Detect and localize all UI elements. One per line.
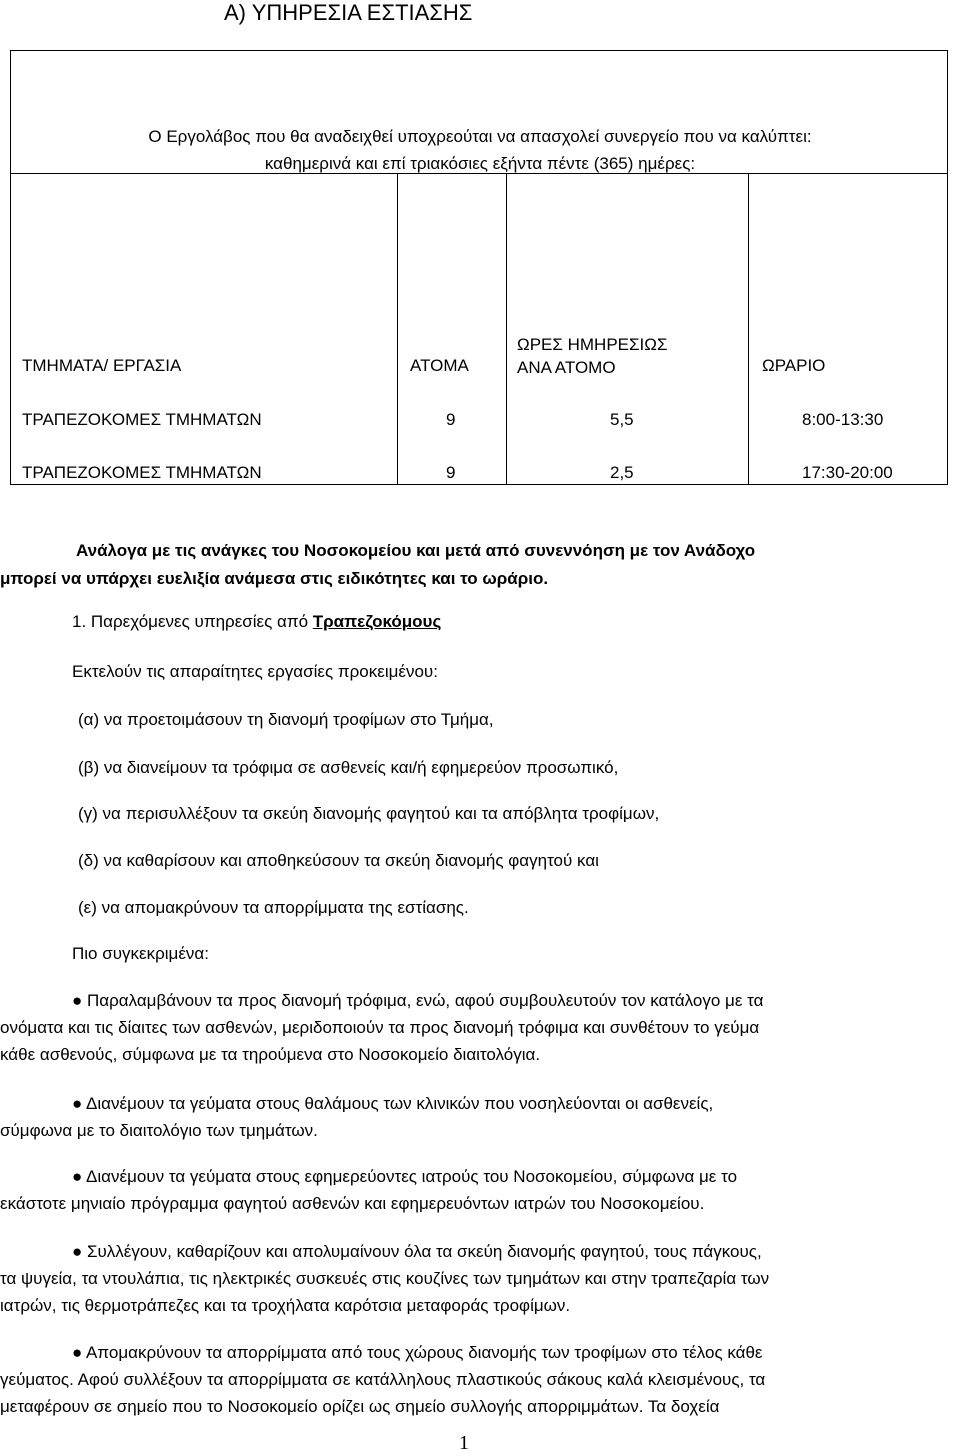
bullet-3-line-1: ● Διανέμουν τα γεύματα στους εφημερεύοντες ιατρούς του Νοσοκομείου, σύμφωνα με το <box>72 1167 738 1186</box>
row-2-persons: 9 <box>446 463 456 482</box>
column-divider-1 <box>397 173 398 485</box>
header-hours-line-2: ΑΝΑ ΑΤΟΜΟ <box>517 358 616 377</box>
row-2-schedule: 17:30-20:00 <box>802 463 893 482</box>
bullet-5-line-2: γεύματος. Αφού συλλέξουν τα απορρίμματα σε κατάλληλους πλαστικούς σάκους καλά κλεισμένους, τα <box>0 1370 766 1389</box>
row-1-schedule: 8:00-13:30 <box>802 410 884 429</box>
services-heading-prefix: 1. Παρεχόμενες υπηρεσίες από <box>72 612 313 631</box>
box-right-border <box>947 50 948 485</box>
row-2-hours: 2,5 <box>610 463 634 482</box>
bullet-4-line-2: τα ψυγεία, τα ντουλάπια, τις ηλεκτρικές συσκευές στις κουζίνες των τμημάτων και στην τραπεζαρία των <box>0 1269 770 1288</box>
bullet-2-line-1: ● Διανέμουν τα γεύματα στους θαλάμους των κλινικών που νοσηλεύονται οι ασθενείς, <box>72 1094 714 1113</box>
services-item-a: (α) να προετοιμάσουν τη διανομή τροφίμων στο Τμήμα, <box>78 710 494 729</box>
header-hours <box>517 333 667 379</box>
services-heading-role: Τραπεζοκόμους <box>312 612 442 631</box>
section-title: Α) ΥΠΗΡΕΣΙΑ ΕΣΤΙΑΣΗΣ <box>224 0 473 25</box>
header-hours-line-1: ΩΡΕΣ ΗΜΗΡΕΣΙΩΣ <box>517 335 668 354</box>
services-heading <box>72 612 441 632</box>
box-left-border <box>10 50 11 485</box>
intro-line-2: καθημερινά και επί τριακόσιες εξήντα πέντε (365) ημέρες: <box>264 154 696 173</box>
page-number: 1 <box>459 1432 469 1454</box>
row-1-department: ΤΡΑΠΕΖΟΚΟΜΕΣ ΤΜΗΜΑΤΩΝ <box>22 410 262 429</box>
intro-line-1: Ο Εργολάβος που θα αναδειχθεί υποχρεούται να απασχολεί συνεργείο που να καλύπτει: <box>148 127 812 146</box>
bullet-paragraph-2 <box>0 1090 713 1144</box>
bullet-paragraph-1 <box>0 987 763 1068</box>
bullet-1-line-1: ● Παραλαμβάνουν τα προς διανομή τρόφιμα, ενώ, αφού συμβουλευτούν τον κατάλογο με τα <box>72 991 764 1010</box>
header-persons: ΑΤΟΜΑ <box>410 356 469 375</box>
bullet-5-line-1: ● Απομακρύνουν τα απορρίμματα από τους χώρους διανομής των τροφίμων στο τέλος κάθε <box>72 1343 763 1362</box>
services-item-d: (δ) να καθαρίσουν και αποθηκεύσουν τα σκεύη διανομής φαγητού και <box>78 851 599 870</box>
services-item-c: (γ) να περισυλλέξουν τα σκεύη διανομής φαγητού και τα απόβλητα τροφίμων, <box>78 804 660 823</box>
column-divider-3 <box>748 173 749 485</box>
bullet-1-line-2: ονόματα και τις δίαιτες των ασθενών, μεριδοποιούν τα προς διανομή τρόφιμα και συνθέτουν το γεύμα <box>0 1018 760 1037</box>
bullet-paragraph-4 <box>0 1238 769 1319</box>
flexibility-note <box>0 537 960 593</box>
box-bottom-border <box>10 484 948 485</box>
header-schedule: ΩΡΑΡΙΟ <box>762 356 826 375</box>
services-lead: Εκτελούν τις απαραίτητες εργασίες προκειμένου: <box>72 662 438 681</box>
flexibility-note-line-1: Ανάλογα με τις ανάγκες του Νοσοκομείου και μετά από συνεννόηση με τον Ανάδοχο <box>76 541 756 560</box>
bullet-4-line-1: ● Συλλέγουν, καθαρίζουν και απολυμαίνουν όλα τα σκεύη διανομής φαγητού, τους πάγκους, <box>72 1242 762 1261</box>
services-specifically: Πιο συγκεκριμένα: <box>72 944 209 963</box>
services-item-e: (ε) να απομακρύνουν τα απορρίμματα της εστίασης. <box>78 898 469 917</box>
column-divider-2 <box>506 173 507 485</box>
flexibility-note-line-2: μπορεί να υπάρχει ευελιξία ανάμεσα στις ειδικότητες και το ωράριο. <box>0 569 549 588</box>
intro-text <box>0 123 960 177</box>
box-top-border <box>10 50 948 51</box>
bullet-3-line-2: εκάστοτε μηνιαίο πρόγραμμα φαγητού ασθενών και εφημερευόντων ιατρών του Νοσοκομείου. <box>0 1194 705 1213</box>
bullet-2-line-2: σύμφωνα με το διαιτολόγιο των τμημάτων. <box>0 1121 318 1140</box>
services-item-b: (β) να διανείμουν τα τρόφιμα σε ασθενείς και/ή εφημερεύον προσωπικό, <box>78 758 619 777</box>
bullet-5-line-3: μεταφέρουν σε σημείο που το Νοσοκομείο ορίζει ως σημείο συλλογής απορριμμάτων. Τα δοχεία <box>0 1397 720 1416</box>
bullet-1-line-3: κάθε ασθενούς, σύμφωνα με τα τηρούμενα στο Νοσοκομείο διαιτολόγια. <box>0 1045 541 1064</box>
header-department: ΤΜΗΜΑΤΑ/ ΕΡΓΑΣΙΑ <box>22 356 182 375</box>
bullet-4-line-3: ιατρών, τις θερμοτράπεζες και τα τροχήλατα καρότσια μεταφοράς τροφίμων. <box>0 1296 571 1315</box>
row-2-department: ΤΡΑΠΕΖΟΚΟΜΕΣ ΤΜΗΜΑΤΩΝ <box>22 463 262 482</box>
row-1-persons: 9 <box>446 410 456 429</box>
row-1-hours: 5,5 <box>610 410 634 429</box>
bullet-paragraph-5 <box>0 1339 765 1420</box>
bullet-paragraph-3 <box>0 1163 737 1217</box>
